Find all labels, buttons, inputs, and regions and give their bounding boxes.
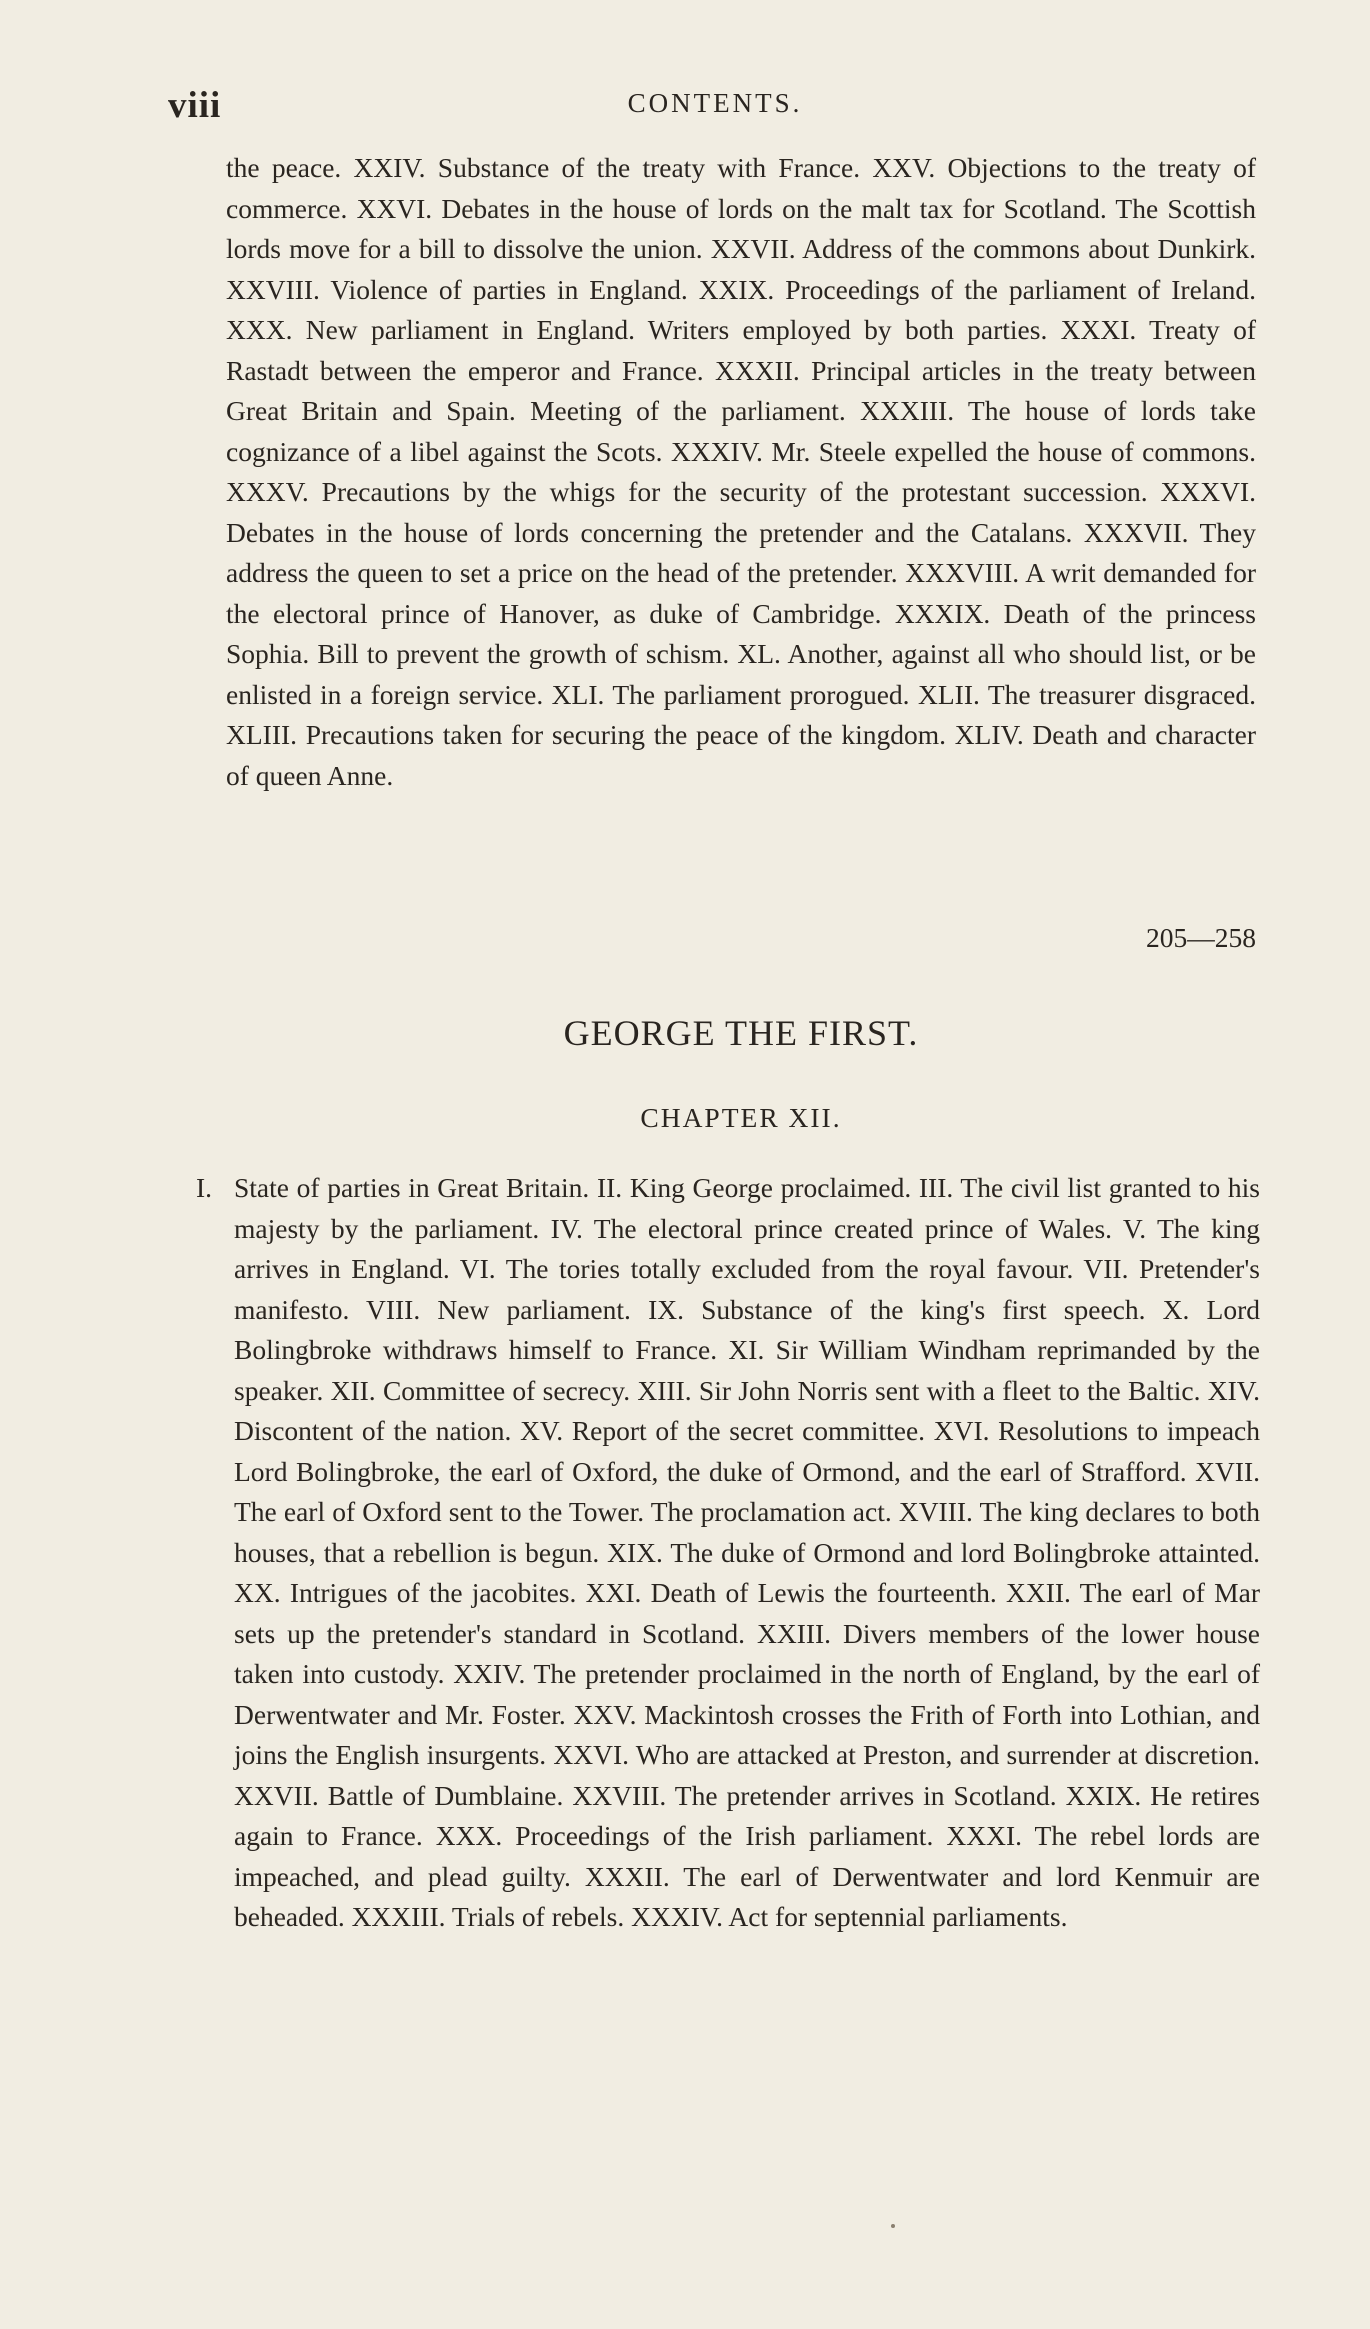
chapter-summary (196, 1168, 1260, 1938)
chapter-heading: CHAPTER XII. (640, 1102, 842, 1133)
page-number: viii (168, 85, 222, 126)
page-header (160, 84, 1270, 124)
reign-heading: GEORGE THE FIRST. (563, 1013, 919, 1053)
print-speck (891, 2224, 895, 2228)
lead-numeral: I. (196, 1172, 213, 1203)
running-title: CONTENTS. (627, 88, 803, 118)
page-range: 205—258 (1146, 922, 1256, 953)
chapter-summary-text: State of parties in Great Britain. II. King George proclaimed. III. The civil list granted to his majesty by the parliament. IV. The electoral prince created prince of Wales. V. The king arrives in England. VI. The tories totally excluded from the royal favour. VII. Pretender's manifesto. VIII. New parliament. IX. Substance of the king's first speech. X. Lord Bolingbroke withdraws himself to France. XI. Sir William Windham reprimanded by the speaker. XII. Committee of secrecy. XIII. Sir John Norris sent with a fleet to the Baltic. XIV. Discontent of the nation. XV. Report of the secret committee. XVI. Resolutions to impeach Lord Bolingbroke, the earl of Oxford, the duke of Ormond, and the earl of Strafford. XVII. The earl of Oxford sent to the Tower. The proclamation act. XVIII. The king declares to both houses, that a rebellion is begun. XIX. The duke of Ormond and lord Bolingbroke attainted. XX. Intrigues of the jacobites. XXI. Death of Lewis the fourteenth. XXII. The earl of Mar sets up the pretender's standard in Scotland. XXIII. Divers members of the lower house taken into custody. XXIV. The pretender proclaimed in the north of England, by the earl of Derwentwater and Mr. Foster. XXV. Mackintosh crosses the Frith of Forth into Lothian, and joins the English insurgents. XXVI. Who are attacked at Preston, and surrender at discretion. XXVII. Battle of Dumblaine. XXVIII. The pretender arrives in Scotland. XXIX. He retires again to France. XXX. Proceedings of the Irish parliament. XXXI. The rebel lords are impeached, and plead guilty. XXXII. The earl of Derwentwater and lord Kenmuir are beheaded. XXXIII. Trials of rebels. XXXIV. Act for septennial parliaments. (234, 1172, 1260, 1932)
chapter-summary-continued: the peace. XXIV. Substance of the treaty with France. XXV. Objections to the treaty of commerce. XXVI. Debates in the house of lords on the malt tax for Scotland. The Scottish lords move for a bill to dissolve the union. XXVII. Address of the commons about Dunkirk. XXVIII. Violence of parties in England. XXIX. Proceedings of the parliament of Ireland. XXX. New parliament in England. Writers employed by both parties. XXXI. Treaty of Rastadt between the emperor and France. XXXII. Principal articles in the treaty between Great Britain and Spain. Meeting of the parliament. XXXIII. The house of lords take cognizance of a libel against the Scots. XXXIV. Mr. Steele expelled the house of commons. XXXV. Precautions by the whigs for the security of the protestant succession. XXXVI. Debates in the house of lords concerning the pretender and the Catalans. XXXVII. They address the queen to set a price on the head of the pretender. XXXVIII. A writ demanded for the electoral prince of Hanover, as duke of Cambridge. XXXIX. Death of the princess Sophia. Bill to prevent the growth of schism. XL. Another, against all who should list, or be enlisted in a foreign service. XLI. The parliament prorogued. XLII. The treasurer disgraced. XLIII. Precautions taken for securing the peace of the kingdom. XLIV. Death and character of queen Anne. (226, 152, 1256, 791)
